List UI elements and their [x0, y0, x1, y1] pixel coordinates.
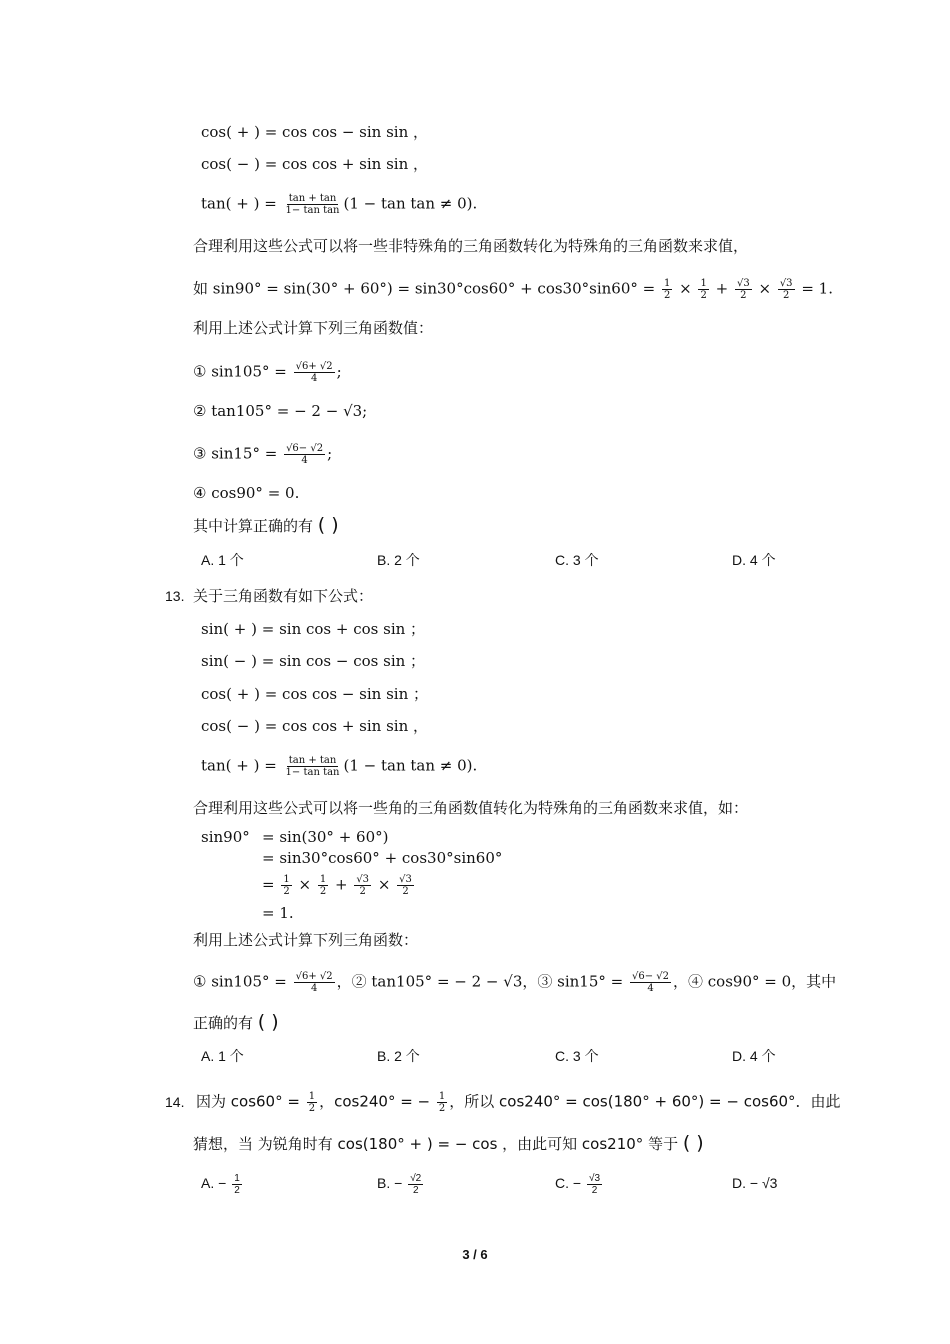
- tan-lhs: tan( + ) =: [201, 194, 282, 213]
- frac-num: √6+ √2: [295, 361, 333, 372]
- q12-options: [0, 550, 950, 572]
- fraction-sqrt3-half: [397, 874, 414, 897]
- q13-formula-cos-sum: cos( + ) = cos cos − sin sin ；: [201, 685, 429, 703]
- frac-den: 2: [412, 1185, 419, 1196]
- frac-den: 2: [664, 290, 671, 301]
- q12-task: 利用上述公式计算下列三角函数值：: [193, 319, 434, 337]
- option-label: C. −: [555, 1175, 585, 1192]
- q13-formula-tan-sum: [201, 755, 477, 778]
- q12-item-1: [193, 361, 342, 384]
- q14-line-1: [196, 1091, 841, 1114]
- item-end: ;: [327, 444, 333, 463]
- q12-item-4: ④ cos90° = 0.: [193, 484, 300, 502]
- frac-den: 2: [438, 1103, 446, 1114]
- plus-sign: +: [330, 875, 353, 894]
- q14-line-2: [193, 1133, 704, 1154]
- frac-num: √3: [736, 278, 750, 289]
- option-a[interactable]: A. 1 个: [201, 1048, 244, 1064]
- option-fraction: [232, 1173, 242, 1196]
- question-text: 正确的有: [193, 1014, 254, 1032]
- q14-text-b: ，cos240° = −: [319, 1092, 435, 1111]
- q12-formula-tan-sum: [201, 193, 477, 216]
- frac-den: 2: [700, 290, 707, 301]
- fraction-half: [318, 874, 328, 897]
- tan-lhs: tan( + ) =: [201, 756, 282, 775]
- option-c[interactable]: C. 3 个: [555, 1048, 599, 1064]
- q12-intro: 合理利用这些公式可以将一些非特殊角的三角函数转化为特殊角的三角函数来求值，: [193, 237, 749, 255]
- q12-example: [193, 278, 833, 301]
- frac-den: 2: [740, 290, 747, 301]
- option-b[interactable]: B. 2 个: [377, 552, 420, 568]
- fraction-half: [281, 874, 291, 897]
- q14-options: [0, 1173, 950, 1203]
- q13-options: [0, 1046, 950, 1068]
- q12-formula-cos-diff: cos( − ) = cos cos + sin sin ，: [201, 155, 429, 173]
- frac-den: 4: [301, 455, 308, 466]
- q13-stem: 关于三角函数有如下公式：: [193, 587, 374, 605]
- answer-parentheses: ( ): [257, 1011, 279, 1033]
- option-c[interactable]: C. 3 个: [555, 552, 599, 568]
- frac-num: tan + tan: [288, 755, 337, 766]
- option-label: A. −: [201, 1175, 231, 1192]
- frac-den: 2: [319, 886, 327, 897]
- option-fraction: [408, 1173, 423, 1196]
- option-b[interactable]: [377, 1173, 425, 1196]
- tan-fraction-den: 1− tan tan: [285, 205, 340, 216]
- frac-den: 2: [308, 1103, 316, 1114]
- fraction-half: [662, 278, 672, 301]
- q13-number: 13.: [165, 588, 185, 604]
- option-fraction: [587, 1173, 602, 1196]
- option-a[interactable]: [201, 1173, 244, 1196]
- q12-formula-cos-sum: cos( + ) = cos cos − sin sin ，: [201, 123, 429, 141]
- item-label: ③ sin15° =: [193, 444, 283, 463]
- item-fraction: [294, 361, 335, 384]
- plus-sign: +: [710, 279, 733, 298]
- q14-number: 14.: [165, 1094, 185, 1110]
- q12-question: [193, 515, 339, 536]
- times-sign: ×: [674, 279, 697, 298]
- fraction-half: [307, 1091, 317, 1114]
- frac-num: 1: [234, 1173, 240, 1184]
- option-b[interactable]: B. 2 个: [377, 1048, 420, 1064]
- items-2-3-text: ，② tan105° = − 2 − √3，③ sin15° =: [336, 972, 628, 991]
- equals-sign: =: [262, 875, 280, 894]
- option-d[interactable]: D. 4 个: [732, 1048, 776, 1064]
- q14-text-c: ，所以 cos240° = cos(180° + 60°) = − cos60°．由此: [449, 1092, 841, 1111]
- frac-num: 1: [664, 278, 671, 289]
- frac-num: 1: [438, 1091, 446, 1102]
- frac-num: √3: [399, 874, 412, 885]
- q13-question: [193, 1012, 279, 1033]
- fraction-half: [698, 278, 708, 301]
- frac-den: 2: [283, 886, 290, 897]
- item-4-text: ，④ cos90° = 0，其中: [673, 972, 837, 991]
- q13-derivation-line-3: [262, 874, 416, 897]
- question-text: 其中计算正确的有: [193, 517, 314, 535]
- q13-formula-cos-diff: cos( − ) = cos cos + sin sin ，: [201, 717, 429, 735]
- q13-derivation-line-2: = sin30°cos60° + cos30°sin60°: [262, 849, 503, 867]
- tan-rhs: (1 − tan tan ≠ 0).: [343, 756, 478, 775]
- times-sign: ×: [293, 875, 316, 894]
- option-d[interactable]: D. − √3: [732, 1175, 778, 1191]
- frac-den: 4: [310, 983, 318, 994]
- item-fraction: [284, 443, 325, 466]
- frac-num: 1: [319, 874, 327, 885]
- frac-num: 1: [308, 1091, 316, 1102]
- fraction-sqrt3-half: [778, 278, 795, 301]
- q13-items-line: [193, 971, 836, 994]
- tan-fraction-num: tan + tan: [288, 193, 337, 204]
- page-number: 3 / 6: [462, 1247, 488, 1262]
- frac-num: √3: [356, 874, 370, 885]
- option-c[interactable]: [555, 1173, 604, 1196]
- example-lhs: 如 sin90° = sin(30° + 60°) = sin30°cos60° + cos30°sin60° =: [193, 279, 660, 298]
- answer-parentheses: ( ): [682, 1132, 704, 1154]
- fraction-sqrt3-half: [735, 278, 752, 301]
- q13-derivation-line-4: = 1.: [262, 904, 294, 922]
- q13-task: 利用上述公式计算下列三角函数：: [193, 931, 419, 949]
- answer-parentheses: ( ): [317, 514, 339, 536]
- option-label: B. −: [377, 1175, 407, 1192]
- frac-num: √6− √2: [286, 443, 324, 454]
- frac-num: √2: [410, 1173, 422, 1184]
- q13-intro: 合理利用这些公式可以将一些角的三角函数值转化为特殊角的三角函数来求值，如：: [193, 799, 749, 817]
- frac-num: √6+ √2: [295, 971, 333, 982]
- fraction-half: [437, 1091, 447, 1114]
- q14-text-a: 因为 cos60° =: [196, 1092, 305, 1111]
- option-d[interactable]: D. 4 个: [732, 552, 776, 568]
- frac-den: 2: [402, 886, 409, 897]
- tan-fraction: [284, 755, 342, 778]
- example-end: = 1.: [796, 279, 833, 298]
- item-1-fraction: [294, 971, 335, 994]
- item-1-label: ① sin105° =: [193, 972, 292, 991]
- frac-den: 4: [310, 373, 318, 384]
- times-sign: ×: [753, 279, 776, 298]
- q12-item-3: [193, 443, 332, 466]
- question-text: 猜想，当 为锐角时有 cos(180° + ) = − cos ，由此可知 cos210° 等于: [193, 1135, 679, 1153]
- q12-item-2: ② tan105° = − 2 − √3;: [193, 402, 368, 420]
- frac-den: 2: [591, 1185, 598, 1196]
- frac-den: 2: [359, 886, 366, 897]
- frac-den: 2: [782, 290, 790, 301]
- frac-num: √3: [588, 1173, 601, 1184]
- item-end: ;: [336, 362, 342, 381]
- frac-den: 1− tan tan: [285, 767, 340, 778]
- fraction-sqrt3-half: [354, 874, 371, 897]
- option-a[interactable]: A. 1 个: [201, 552, 244, 568]
- frac-num: 1: [700, 278, 707, 289]
- frac-den: 2: [234, 1185, 240, 1196]
- q13-formula-sin-sum: sin( + ) = sin cos + cos sin ；: [201, 620, 426, 638]
- frac-num: √3: [779, 278, 793, 289]
- times-sign: ×: [373, 875, 396, 894]
- frac-num: √6− √2: [631, 971, 670, 982]
- q13-derivation-line-1: = sin(30° + 60°): [262, 828, 389, 846]
- item-3-fraction: [630, 971, 671, 994]
- q13-derivation-lhs: sin90°: [201, 828, 250, 846]
- q13-formula-sin-diff: sin( − ) = sin cos − cos sin ；: [201, 652, 426, 670]
- frac-den: 4: [647, 983, 654, 994]
- frac-num: 1: [283, 874, 290, 885]
- item-label: ① sin105° =: [193, 362, 292, 381]
- tan-rhs: (1 − tan tan ≠ 0).: [343, 194, 478, 213]
- tan-fraction: [284, 193, 342, 216]
